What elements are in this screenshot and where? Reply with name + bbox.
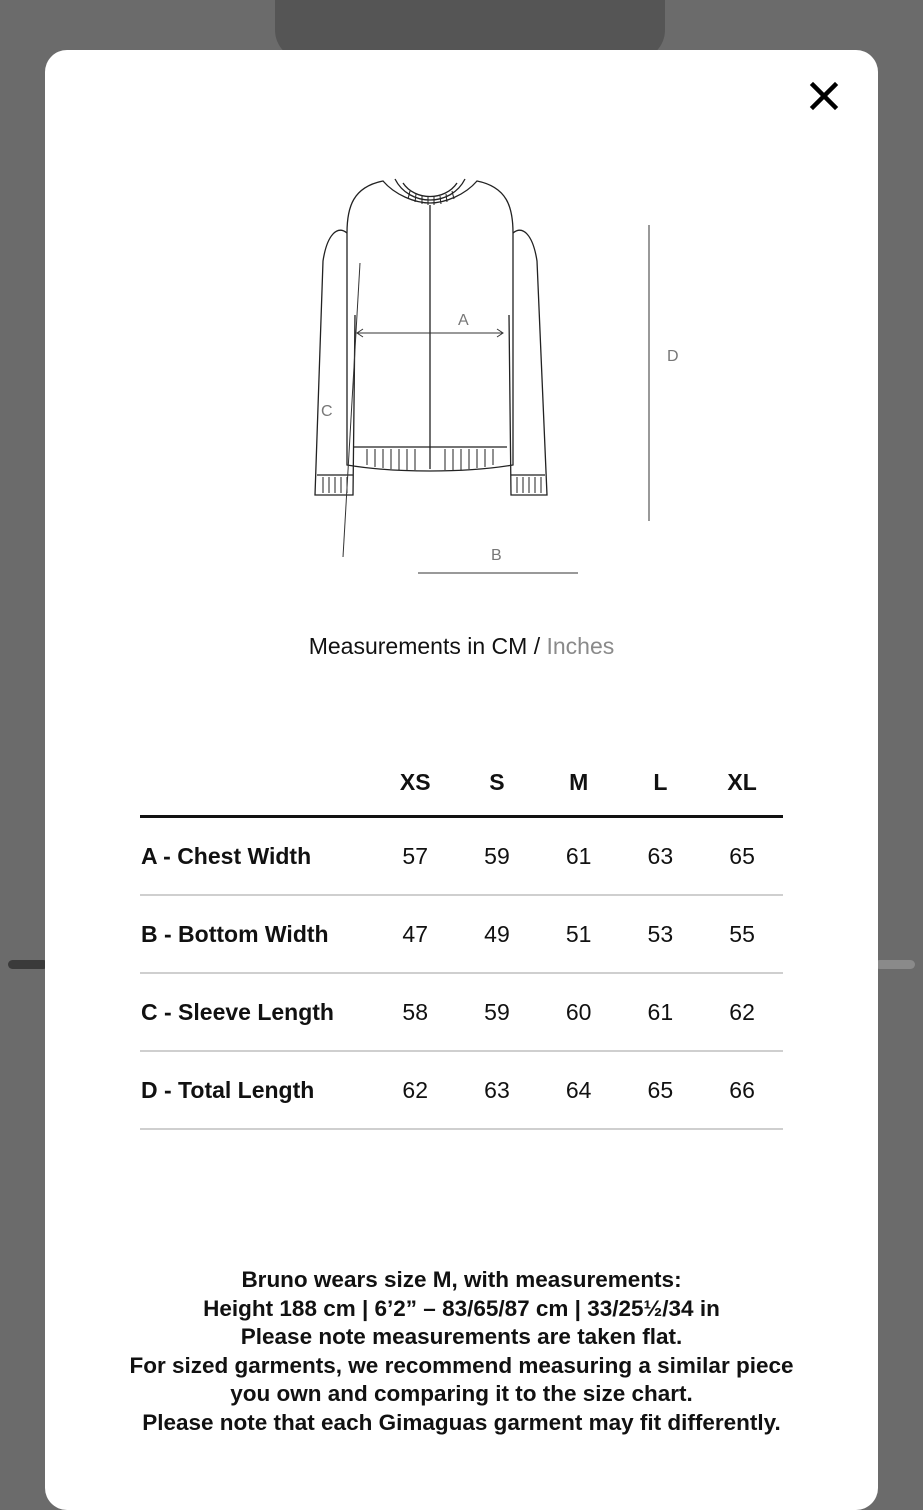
measurement-label: A - Chest Width [140, 817, 374, 896]
note-line: Bruno wears size M, with measurements: [241, 1267, 682, 1292]
carousel-indicator-left [8, 960, 48, 969]
size-header: XL [701, 750, 783, 817]
unit-cm[interactable]: Measurements in CM [308, 633, 528, 659]
carousel-indicator-right [875, 960, 915, 969]
size-header: M [538, 750, 620, 817]
table-cell: 51 [538, 895, 620, 973]
table-row [140, 973, 783, 1051]
close-icon [810, 82, 838, 110]
table-cell: 55 [701, 895, 783, 973]
measurement-label: B - Bottom Width [140, 895, 374, 973]
table-cell: 53 [620, 895, 702, 973]
header-blank [140, 750, 374, 817]
close-button[interactable] [804, 76, 844, 116]
size-header: XS [374, 750, 456, 817]
table-cell: 61 [620, 973, 702, 1051]
label-b: B [491, 547, 502, 564]
unit-inches[interactable]: Inches [546, 633, 615, 659]
table-header-row [140, 750, 783, 817]
table-cell: 66 [701, 1051, 783, 1129]
measurement-label: C - Sleeve Length [140, 973, 374, 1051]
garment-measurement-diagram [275, 165, 679, 564]
label-a: A [458, 312, 469, 329]
unit-separator: / [527, 633, 547, 659]
table-cell: 63 [620, 817, 702, 896]
unit-toggle [45, 633, 878, 660]
size-header: S [456, 750, 538, 817]
fit-note [125, 1266, 798, 1437]
table-cell: 62 [701, 973, 783, 1051]
note-line: Please note that each Gimaguas garment may fit differently. [142, 1409, 781, 1435]
table-cell: 63 [456, 1051, 538, 1129]
table-cell: 62 [374, 1051, 456, 1129]
measurement-label: D - Total Length [140, 1051, 374, 1129]
table-row [140, 895, 783, 973]
table-cell: 65 [701, 817, 783, 896]
table-cell: 49 [456, 895, 538, 973]
table-row [140, 1051, 783, 1129]
table-cell: 57 [374, 817, 456, 896]
table-cell: 60 [538, 973, 620, 1051]
table-cell: 47 [374, 895, 456, 973]
note-line: Please note measurements are taken flat. [240, 1324, 683, 1349]
table-cell: 64 [538, 1051, 620, 1129]
table-cell: 59 [456, 973, 538, 1051]
diagram-labels [321, 312, 679, 564]
table-cell: 59 [456, 817, 538, 896]
table-cell: 61 [538, 817, 620, 896]
note-line: Height 188 cm | 6’2” – 83/65/87 cm | 33/25½/34 in [203, 1295, 720, 1321]
size-guide-modal [45, 50, 878, 1510]
note-line: For sized garments, we recommend measuring a similar piece you own and comparing it to the size chart. [129, 1352, 794, 1406]
table-row [140, 817, 783, 896]
table-cell: 58 [374, 973, 456, 1051]
label-c: C [321, 403, 333, 420]
size-chart-table [140, 750, 783, 1130]
label-d: D [667, 348, 679, 365]
size-header: L [620, 750, 702, 817]
table-cell: 65 [620, 1051, 702, 1129]
